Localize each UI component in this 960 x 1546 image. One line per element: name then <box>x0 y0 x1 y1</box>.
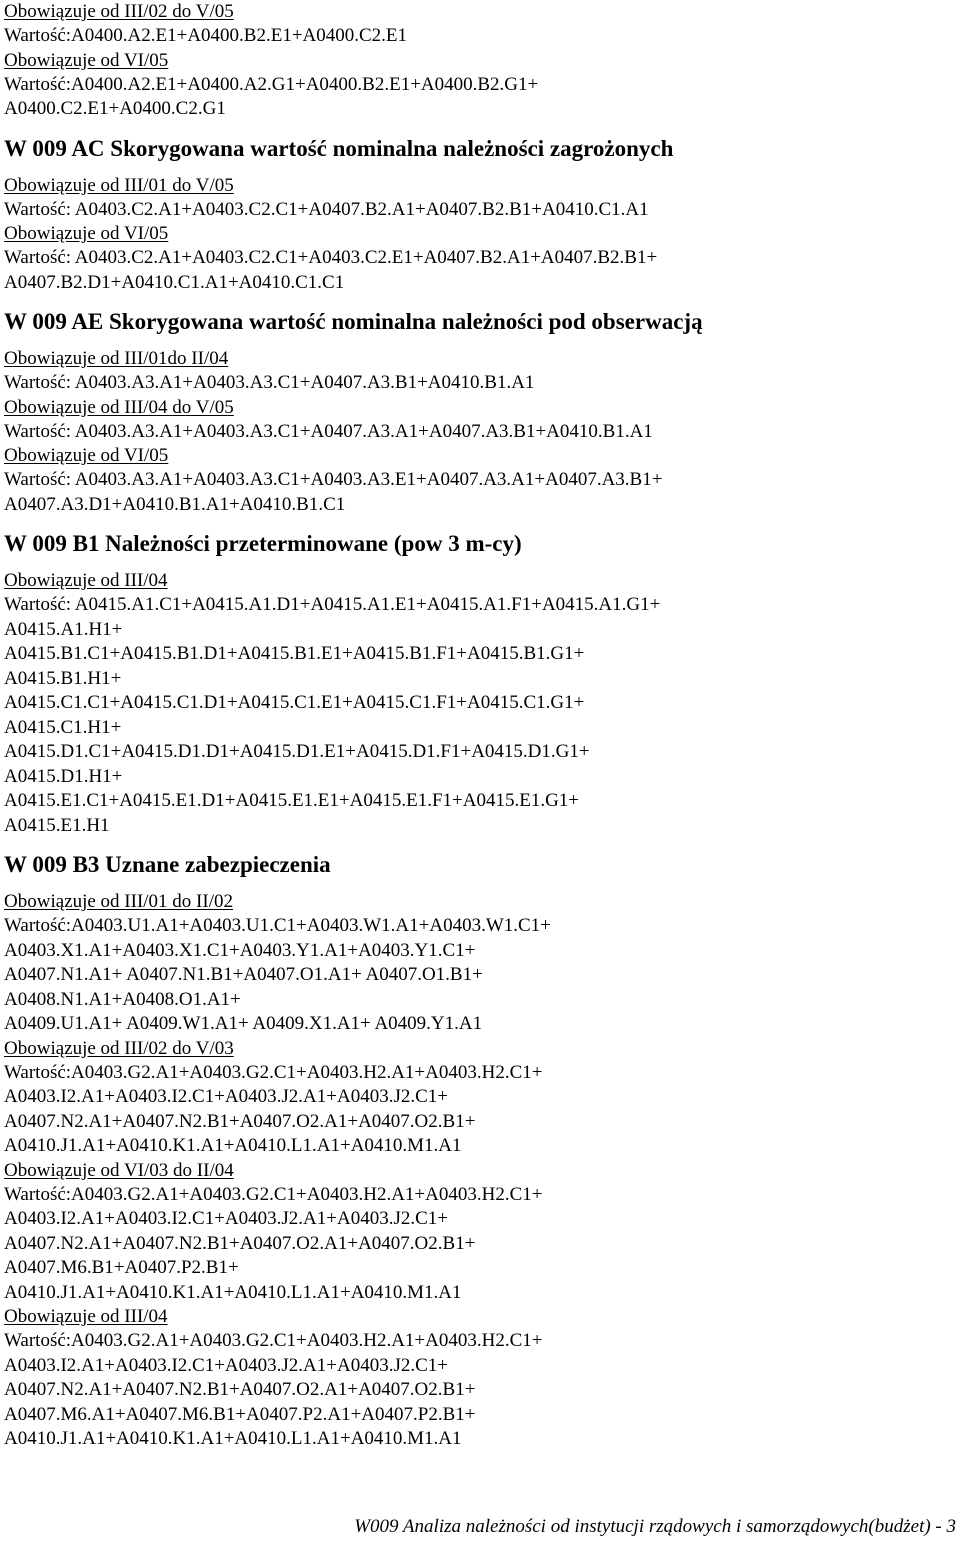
formula-line: A0408.N1.A1+A0408.O1.A1+ <box>4 988 241 1010</box>
formula-line: A0415.C1.H1+ <box>4 716 122 738</box>
formula-line: A0407.B2.D1+A0410.C1.A1+A0410.C1.C1 <box>4 271 345 293</box>
page-footer: W009 Analiza należności od instytucji rządowych i samorządowych(budżet) - 3 <box>354 1516 956 1537</box>
formula-line: A0415.D1.C1+A0415.D1.D1+A0415.D1.E1+A0415.D1.F1+A0415.D1.G1+ <box>4 741 590 762</box>
formula-line: Wartość: A0415.A1.C1+A0415.A1.D1+A0415.A1.E1+A0415.A1.F1+A0415.A1.G1+ <box>4 594 661 615</box>
formula-line: A0407.N2.A1+A0407.N2.B1+A0407.O2.A1+A0407.O2.B1+ <box>4 1110 476 1132</box>
validity-block <box>4 347 954 396</box>
formula-line: A0407.M6.B1+A0407.P2.B1+ <box>4 1257 239 1278</box>
formula-line: A0403.X1.A1+A0403.X1.C1+A0403.Y1.A1+A0403.Y1.C1+ <box>4 939 476 961</box>
section-heading: W 009 B1 Należności przeterminowane (pow 3 m-cy) <box>4 531 522 556</box>
formula-line: A0403.I2.A1+A0403.I2.C1+A0403.J2.A1+A0403.J2.C1+ <box>4 1354 448 1376</box>
formula-line: Wartość:A0403.U1.A1+A0403.U1.C1+A0403.W1.A1+A0403.W1.C1+ <box>4 915 551 936</box>
validity-block <box>4 396 954 445</box>
validity-period: Obowiązuje od III/04 <box>4 570 168 591</box>
validity-block <box>4 0 954 49</box>
intro-section <box>4 0 954 122</box>
validity-block <box>4 444 954 517</box>
validity-period-row <box>4 1159 954 1183</box>
validity-period-row <box>4 174 954 198</box>
formula-line: Wartość: A0403.A3.A1+A0403.A3.C1+A0407.A3.B1+A0410.B1.A1 <box>4 372 535 393</box>
validity-block <box>4 1305 954 1452</box>
validity-block <box>4 1159 954 1306</box>
validity-period: Obowiązuje od III/02 do V/05 <box>4 1 234 22</box>
formula-line: A0415.D1.H1+ <box>4 765 123 787</box>
validity-block <box>4 174 954 223</box>
section-heading: W 009 AE Skorygowana wartość nominalna należności pod obserwacją <box>4 309 703 334</box>
formula-line: A0415.B1.C1+A0415.B1.D1+A0415.B1.E1+A0415.B1.F1+A0415.B1.G1+ <box>4 643 585 664</box>
validity-period: Obowiązuje od III/04 do V/05 <box>4 396 234 418</box>
formula-line: A0403.I2.A1+A0403.I2.C1+A0403.J2.A1+A0403.J2.C1+ <box>4 1208 448 1229</box>
formula-line: A0407.N2.A1+A0407.N2.B1+A0407.O2.A1+A0407.O2.B1+ <box>4 1379 476 1400</box>
formula-line: A0409.U1.A1+ A0409.W1.A1+ A0409.X1.A1+ A0409.Y1.A1 <box>4 1013 483 1034</box>
validity-period: Obowiązuje od VI/03 do II/04 <box>4 1159 234 1181</box>
formula-line: Wartość: A0403.A3.A1+A0403.A3.C1+A0403.A3.E1+A0407.A3.A1+A0407.A3.B1+ <box>4 469 663 490</box>
formula-line: A0400.C2.E1+A0400.C2.G1 <box>4 98 226 119</box>
validity-period: Obowiązuje od VI/05 <box>4 223 169 244</box>
indicator-section <box>4 134 954 296</box>
validity-block <box>4 890 954 1037</box>
formula-line: A0407.A3.D1+A0410.B1.A1+A0410.B1.C1 <box>4 493 346 515</box>
formula-line: A0415.E1.C1+A0415.E1.D1+A0415.E1.E1+A0415.E1.F1+A0415.E1.G1+ <box>4 790 580 811</box>
validity-period-row <box>4 1037 954 1061</box>
validity-period-row <box>4 569 954 593</box>
validity-period-row <box>4 396 954 420</box>
validity-period: Obowiązuje od III/01do II/04 <box>4 348 229 369</box>
formula-line: A0410.J1.A1+A0410.K1.A1+A0410.L1.A1+A0410.M1.A1 <box>4 1135 462 1156</box>
formula-line: A0407.N1.A1+ A0407.N1.B1+A0407.O1.A1+ A0407.O1.B1+ <box>4 964 483 985</box>
validity-period-row <box>4 222 954 246</box>
formula-line: A0415.C1.C1+A0415.C1.D1+A0415.C1.E1+A0415.C1.F1+A0415.C1.G1+ <box>4 692 585 713</box>
formula-line: Wartość:A0403.G2.A1+A0403.G2.C1+A0403.H2.A1+A0403.H2.C1+ <box>4 1061 543 1083</box>
validity-block <box>4 569 954 838</box>
formula-line: A0403.I2.A1+A0403.I2.C1+A0403.J2.A1+A0403.J2.C1+ <box>4 1086 448 1107</box>
indicator-section <box>4 529 954 838</box>
formula-line: Wartość:A0403.G2.A1+A0403.G2.C1+A0403.H2.A1+A0403.H2.C1+ <box>4 1330 543 1351</box>
validity-block <box>4 222 954 295</box>
formula-line: A0410.J1.A1+A0410.K1.A1+A0410.L1.A1+A0410.M1.A1 <box>4 1281 462 1303</box>
formula-line: A0407.N2.A1+A0407.N2.B1+A0407.O2.A1+A0407.O2.B1+ <box>4 1232 476 1254</box>
section-heading: W 009 B3 Uznane zabezpieczenia <box>4 852 331 877</box>
validity-period-row <box>4 444 954 468</box>
indicator-section <box>4 850 954 1452</box>
validity-period-row <box>4 1305 954 1329</box>
formula-line: Wartość:A0403.G2.A1+A0403.G2.C1+A0403.H2.A1+A0403.H2.C1+ <box>4 1183 543 1205</box>
validity-period: Obowiązuje od III/01 do V/05 <box>4 174 234 196</box>
validity-period-row <box>4 0 954 24</box>
formula-line: Wartość: A0403.A3.A1+A0403.A3.C1+A0407.A3.A1+A0407.A3.B1+A0410.B1.A1 <box>4 420 653 442</box>
formula-line: Wartość: A0403.C2.A1+A0403.C2.C1+A0403.C2.E1+A0407.B2.A1+A0407.B2.B1+ <box>4 247 658 268</box>
indicator-section <box>4 307 954 517</box>
validity-period-row <box>4 890 954 914</box>
formula-line: A0415.B1.H1+ <box>4 667 122 689</box>
validity-block <box>4 1037 954 1159</box>
formula-line: A0410.J1.A1+A0410.K1.A1+A0410.L1.A1+A0410.M1.A1 <box>4 1428 462 1449</box>
validity-period: Obowiązuje od III/04 <box>4 1306 168 1327</box>
formula-line: Wartość: A0403.C2.A1+A0403.C2.C1+A0407.B2.A1+A0407.B2.B1+A0410.C1.A1 <box>4 198 649 220</box>
validity-period: Obowiązuje od VI/05 <box>4 445 169 466</box>
formula-line: Wartość:A0400.A2.E1+A0400.B2.E1+A0400.C2.E1 <box>4 25 408 46</box>
formula-line: A0407.M6.A1+A0407.M6.B1+A0407.P2.A1+A0407.P2.B1+ <box>4 1403 476 1425</box>
formula-line: Wartość:A0400.A2.E1+A0400.A2.G1+A0400.B2.E1+A0400.B2.G1+ <box>4 73 539 95</box>
validity-period: Obowiązuje od VI/05 <box>4 49 169 71</box>
validity-period: Obowiązuje od III/02 do V/03 <box>4 1037 234 1059</box>
document-body <box>4 0 954 1452</box>
formula-line: A0415.E1.H1 <box>4 814 110 836</box>
validity-period-row <box>4 347 954 371</box>
validity-period-row <box>4 49 954 73</box>
validity-period: Obowiązuje od III/01 do II/02 <box>4 891 233 912</box>
validity-block <box>4 49 954 122</box>
formula-line: A0415.A1.H1+ <box>4 618 123 640</box>
section-heading: W 009 AC Skorygowana wartość nominalna należności zagrożonych <box>4 135 674 161</box>
